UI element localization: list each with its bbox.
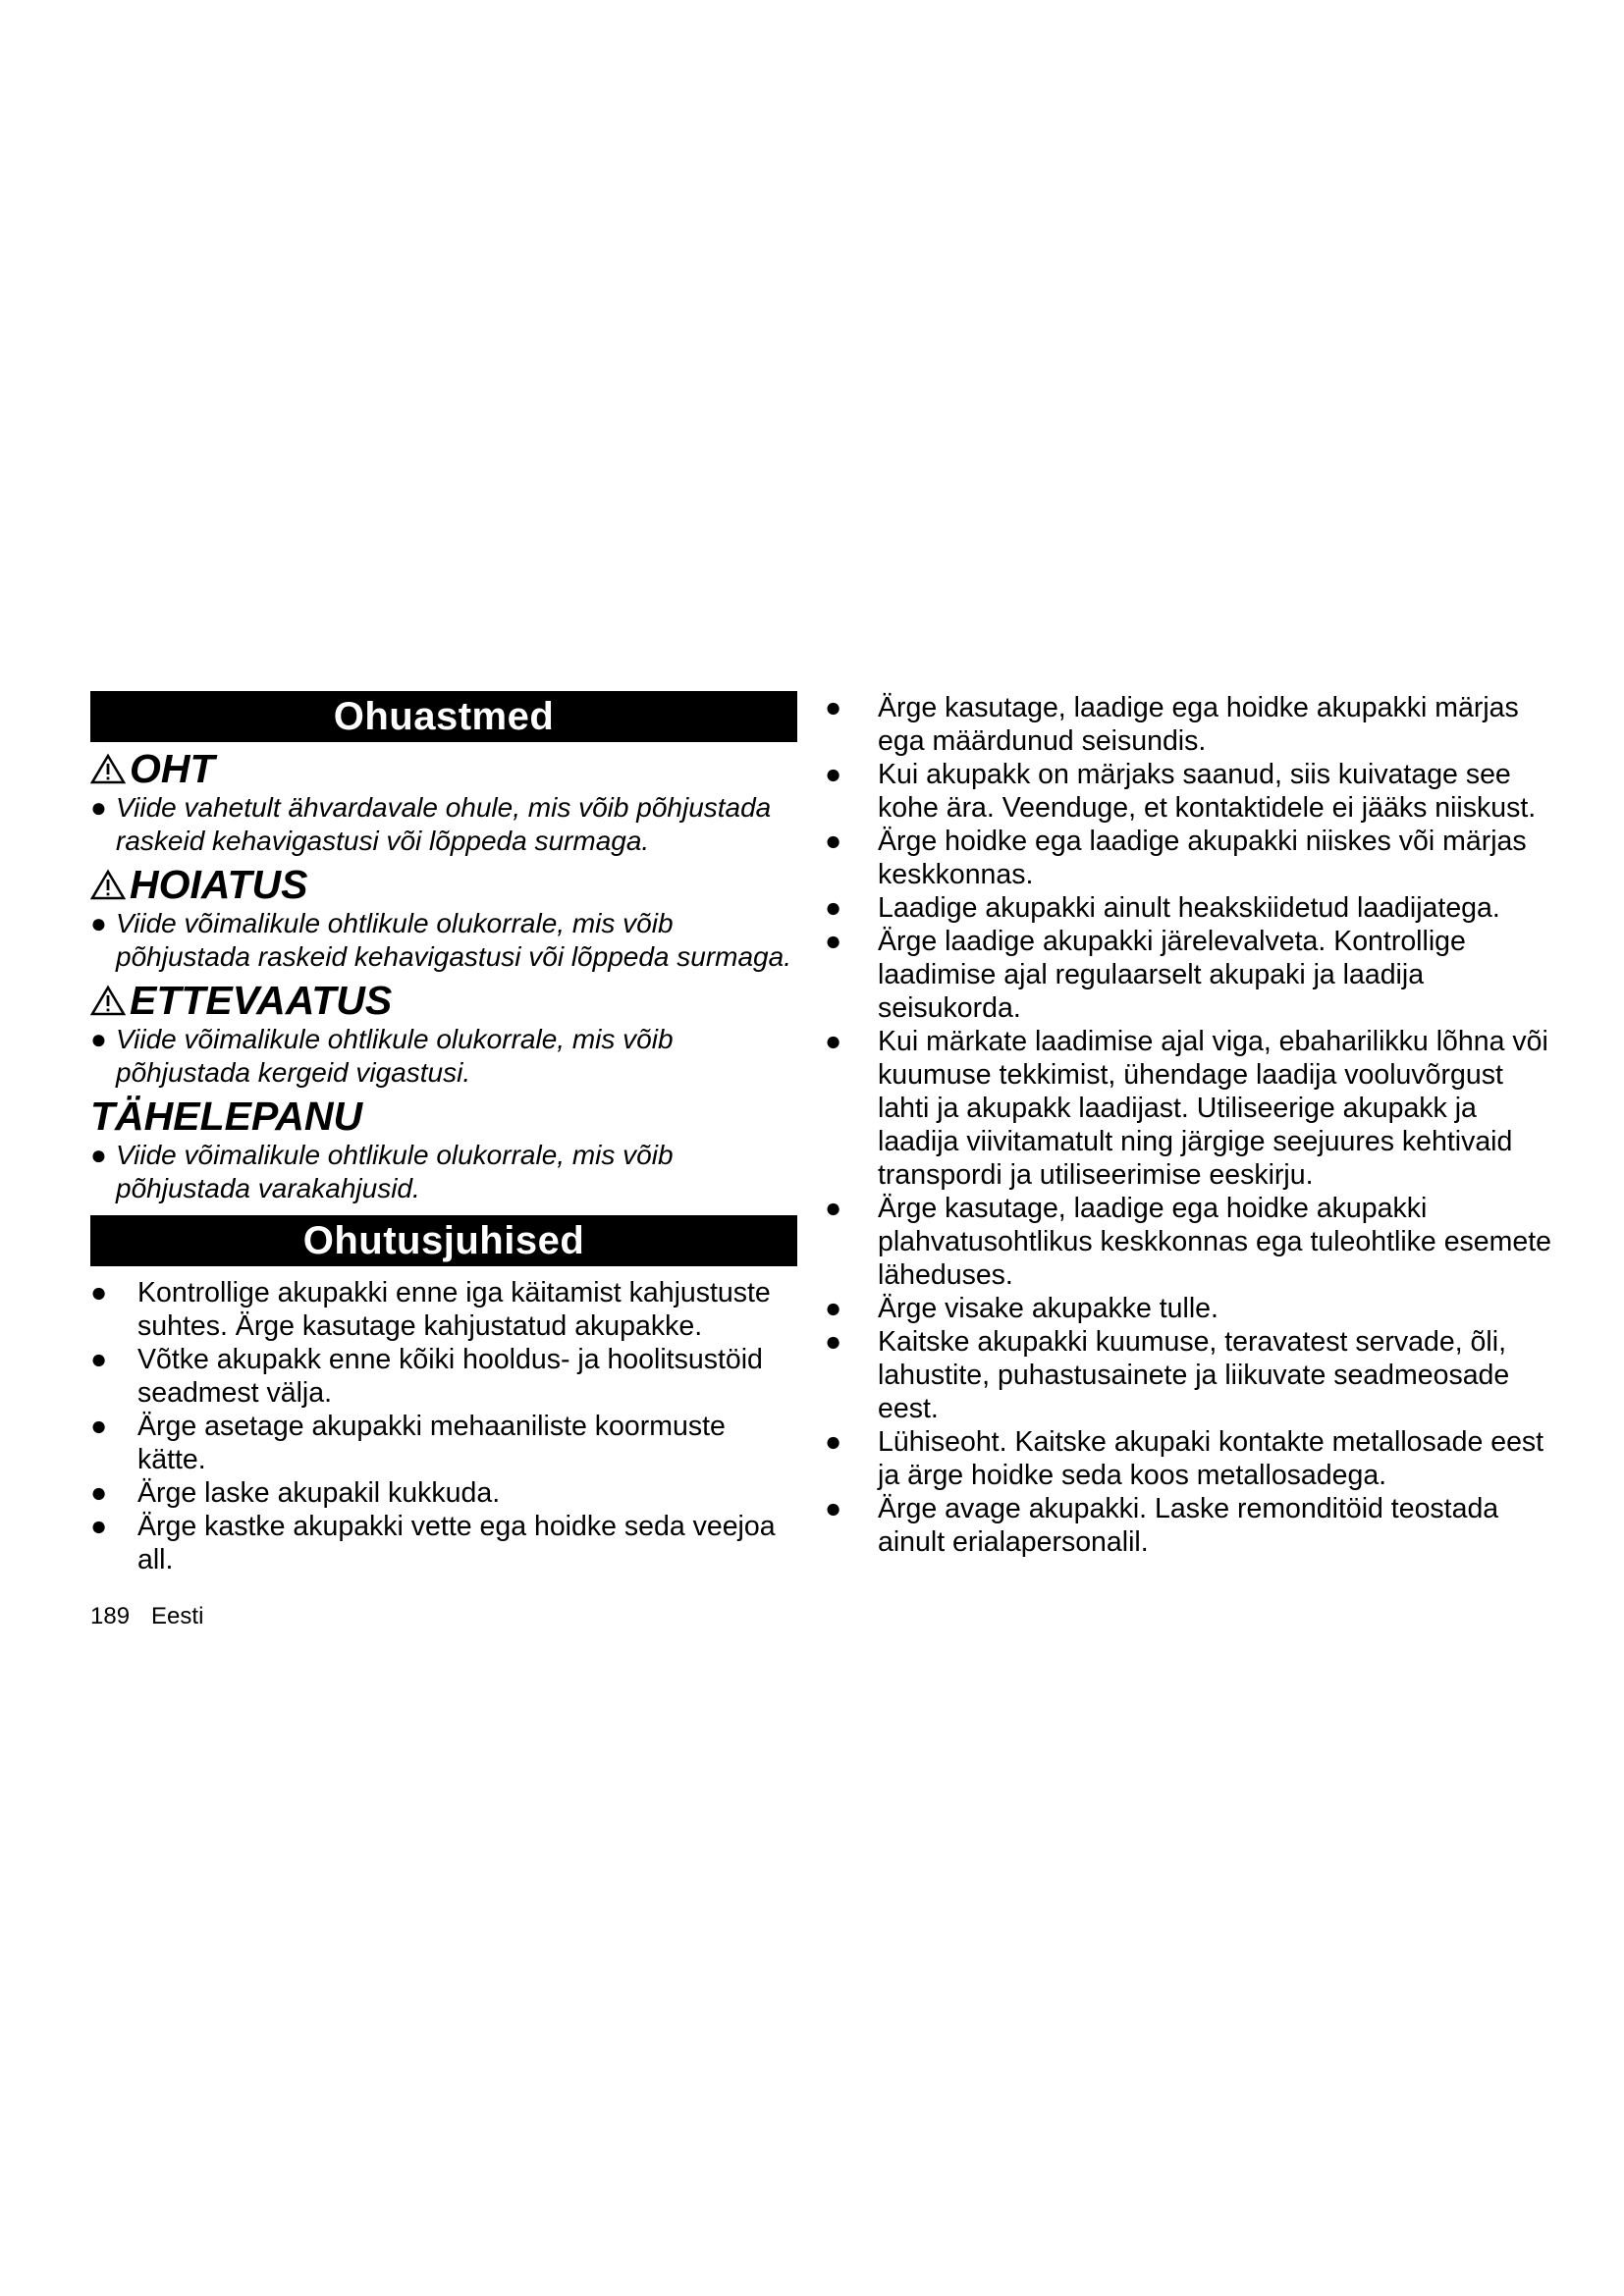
list-item-text: Lühiseoht. Kaitske akupaki kontakte metallosade eest ja ärge hoidke seda koos metallosadega. — [878, 1426, 1544, 1491]
list-item-text: Ärge hoidke ega laadige akupakki niiskes või märjas keskkonnas. — [878, 826, 1527, 890]
signal-word-oht — [90, 746, 797, 791]
list-item — [825, 825, 1551, 891]
signal-word-description — [90, 907, 797, 974]
bullet: ● — [825, 692, 842, 723]
list-item-text: Võtke akupakk enne kõiki hooldus- ja hoolitsustöid seadmest välja. — [137, 1344, 763, 1409]
list-item — [825, 1292, 1551, 1325]
page-number: 189 — [90, 1603, 131, 1629]
list-item — [90, 1476, 797, 1510]
bullet: ● — [825, 1193, 842, 1224]
bullet: ● — [825, 926, 842, 957]
warning-triangle-icon — [90, 753, 126, 784]
bullet: ● — [90, 908, 107, 938]
list-item — [825, 925, 1551, 1025]
signal-word-label: TÄHELEPANU — [90, 1094, 363, 1139]
list-item — [825, 758, 1551, 825]
list-item-text: Kui märkate laadimise ajal viga, ebaharilikku lõhna või kuumuse tekkimist, ühendage laadija vooluvõrgust lahti ja akupakk laadijast. Utiliseerige akupakk ja laadija viivitamatult ning järgige seejuures kehtivaid transpordi ja utiliseerimise eeskirju. — [878, 1026, 1548, 1191]
list-item — [825, 1192, 1551, 1292]
description-text: Viide vahetult ähvardavale ohule, mis võib põhjustada raskeid kehavigastusi või lõppeda surmaga. — [116, 792, 772, 856]
section-title-safety-instructions: Ohutusjuhised — [90, 1215, 797, 1266]
list-item-text: Kontrollige akupakki enne iga käitamist kahjustuste suhtes. Ärge kasutage kahjustatud akupakke. — [137, 1277, 771, 1342]
page-footer — [90, 1602, 225, 1631]
bullet: ● — [90, 1411, 108, 1442]
bullet: ● — [90, 1477, 108, 1509]
list-item-text: Ärge kasutage, laadige ega hoidke akupakki märjas ega määrdunud seisundis. — [878, 692, 1519, 757]
signal-word-tähelepanu — [90, 1094, 797, 1139]
bullet: ● — [825, 1293, 842, 1324]
bullet: ● — [90, 1511, 108, 1542]
list-item — [825, 691, 1551, 758]
list-item-text: Ärge visake akupakke tulle. — [878, 1293, 1218, 1324]
signal-word-label: OHT — [130, 746, 215, 791]
footer-language: Eesti — [151, 1603, 204, 1629]
list-item-text: Ärge laadige akupakki järelevalveta. Kontrollige laadimise ajal regulaarselt akupaki ja laadija seisukorda. — [878, 926, 1466, 1024]
safety-list-right — [825, 691, 1551, 1559]
bullet: ● — [825, 892, 842, 924]
section-title-hazard-levels: Ohuastmed — [90, 691, 797, 742]
bullet: ● — [90, 792, 107, 823]
list-item — [825, 1492, 1551, 1559]
bullet: ● — [825, 1426, 842, 1458]
signal-word-ettevaatus — [90, 978, 797, 1023]
bullet: ● — [90, 1140, 107, 1170]
right-column — [825, 691, 1551, 1559]
list-item-text: Ärge kasutage, laadige ega hoidke akupakki plahvatusohtlikus keskkonnas ega tuleohtlike esemete läheduses. — [878, 1193, 1552, 1291]
bullet: ● — [90, 1277, 108, 1308]
list-item — [90, 1343, 797, 1410]
description-text: Viide võimalikule ohtlikule olukorrale, mis võib põhjustada varakahjusid. — [116, 1140, 674, 1203]
signal-word-label: HOIATUS — [130, 862, 308, 907]
signal-word-description — [90, 1139, 797, 1205]
left-column — [90, 691, 797, 1576]
warning-triangle-icon — [90, 985, 126, 1016]
bullet: ● — [825, 1326, 842, 1358]
list-item-text: Kaitske akupakki kuumuse, teravatest servade, õli, lahustite, puhastusainete ja liikuvate seadmeosade eest. — [878, 1326, 1510, 1424]
description-text: Viide võimalikule ohtlikule olukorrale, mis võib põhjustada raskeid kehavigastusi või lõppeda surmaga. — [116, 908, 791, 972]
list-item-text: Ärge asetage akupakki mehaaniliste koormuste kätte. — [137, 1411, 726, 1475]
signal-word-label: ETTEVAATUS — [130, 978, 393, 1023]
list-item — [825, 1025, 1551, 1192]
list-item — [90, 1410, 797, 1476]
list-item-text: Ärge kastke akupakki vette ega hoidke seda veejoa all. — [137, 1511, 776, 1575]
list-item — [825, 891, 1551, 925]
list-item — [90, 1276, 797, 1343]
list-item-text: Kui akupakk on märjaks saanud, siis kuivatage see kohe ära. Veenduge, et kontaktidele ei jääks niiskust. — [878, 759, 1537, 824]
bullet: ● — [825, 1493, 842, 1524]
bullet: ● — [825, 759, 842, 790]
signal-word-description — [90, 791, 797, 858]
bullet: ● — [90, 1024, 107, 1054]
safety-list-left — [90, 1276, 797, 1576]
signal-word-list — [90, 746, 797, 1205]
list-item-text: Ärge laske akupakil kukkuda. — [137, 1477, 501, 1509]
list-item — [825, 1425, 1551, 1492]
list-item-text: Laadige akupakki ainult heakskiidetud laadijatega. — [878, 892, 1500, 924]
bullet: ● — [825, 1026, 842, 1057]
bullet: ● — [825, 826, 842, 857]
list-item — [90, 1510, 797, 1576]
description-text: Viide võimalikule ohtlikule olukorrale, mis võib põhjustada kergeid vigastusi. — [116, 1024, 674, 1088]
list-item-text: Ärge avage akupakki. Laske remonditöid teostada ainult erialapersonalil. — [878, 1493, 1499, 1558]
bullet: ● — [90, 1344, 108, 1375]
warning-triangle-icon — [90, 869, 126, 900]
list-item — [825, 1325, 1551, 1425]
signal-word-hoiatus — [90, 862, 797, 907]
signal-word-description — [90, 1023, 797, 1090]
